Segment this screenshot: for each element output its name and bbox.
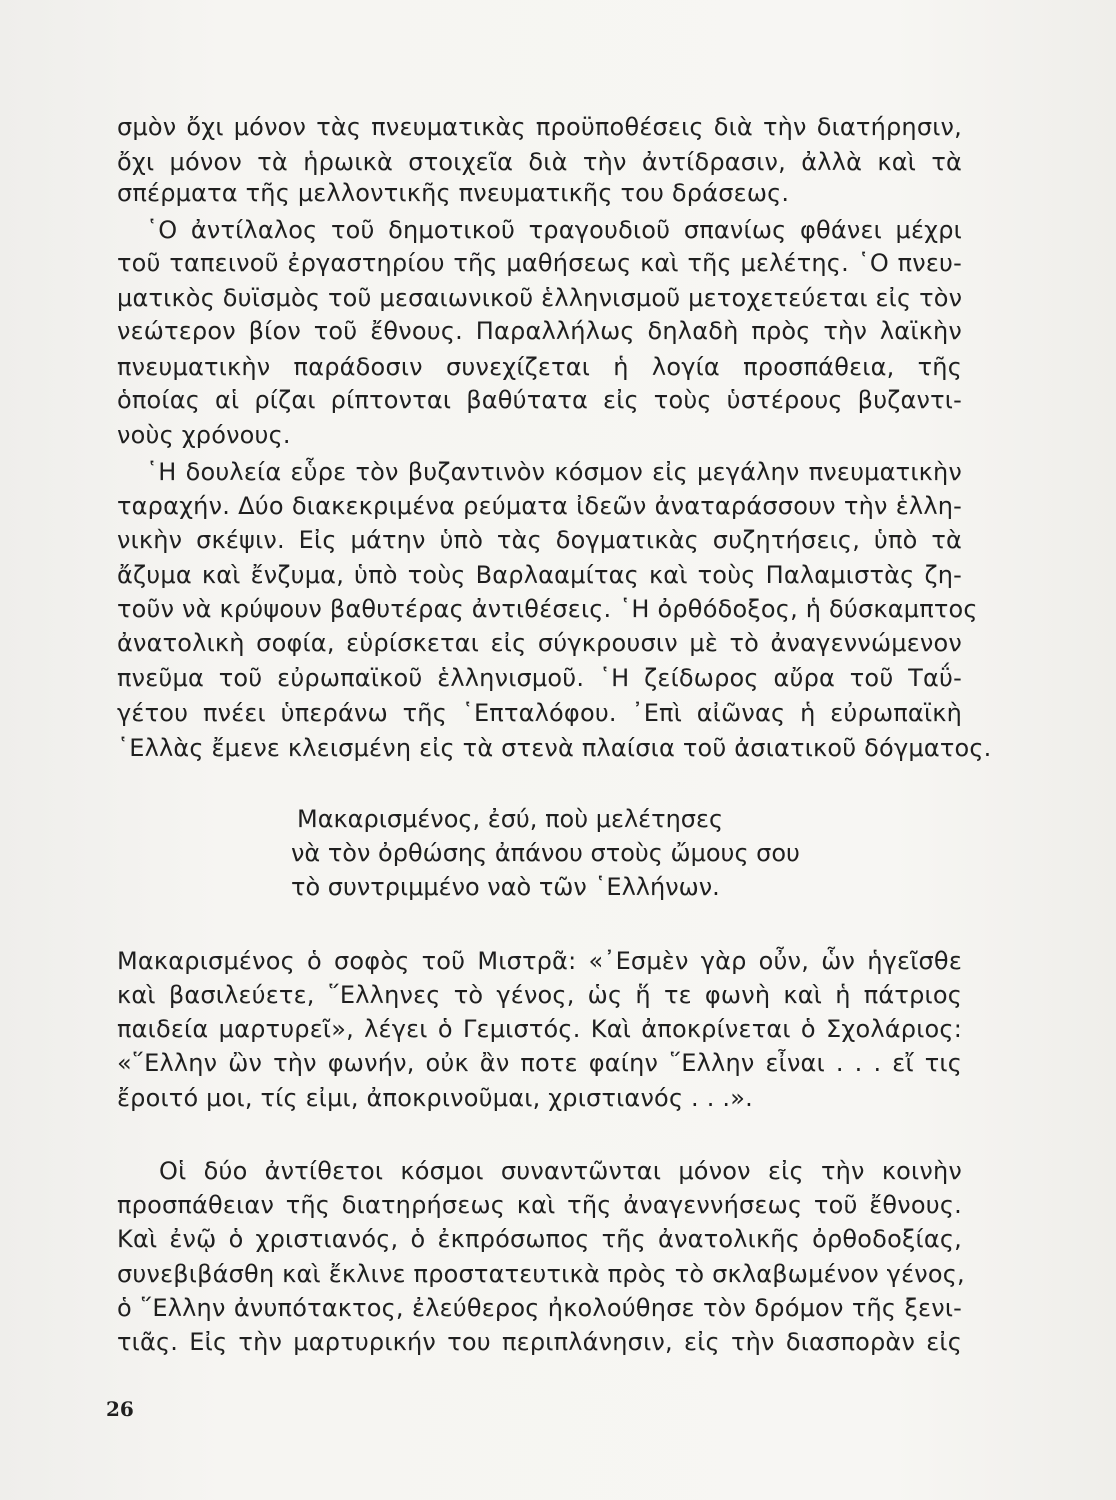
text-line: τοῦ ταπεινοῦ ἐργαστηρίου τῆς μαθήσεως καὶ τῆς μελέτης. ῾Ο πνευ- xyxy=(117,249,962,277)
text-line: καὶ βασιλεύετε, ῞Ελληνες τὸ γένος, ὡς ἥ τε φωνὴ καὶ ἡ πάτριος xyxy=(117,981,962,1009)
text-line: νεώτερον βίον τοῦ ἔθνους. Παραλλήλως δηλαδὴ πρὸς τὴν λαϊκὴν xyxy=(117,317,962,345)
page-number: 26 xyxy=(106,1397,134,1421)
poem-line: νὰ τὸν ὀρθώσης ἀπάνου στοὺς ὤμους σου xyxy=(291,839,800,867)
text-line: σπέρματα τῆς μελλοντικῆς πνευματικῆς του δράσεως. xyxy=(117,179,790,207)
text-line: Οἱ δύο ἀντίθετοι κόσμοι συναντῶνται μόνον εἰς τὴν κοινὴν xyxy=(159,1157,962,1185)
text-line: Καὶ ἐνῷ ὁ χριστιανός, ὁ ἐκπρόσωπος τῆς ἀνατολικῆς ὀρθοδοξίας, xyxy=(117,1225,962,1253)
poem-line: τὸ συντριμμένο ναὸ τῶν ῾Ελλήνων. xyxy=(291,873,720,901)
text-line: ὁ ῞Ελλην ἀνυπότακτος, ἐλεύθερος ἠκολούθησε τὸν δρόμον τῆς ξενι- xyxy=(117,1294,962,1322)
text-line: τοῦν νὰ κρύψουν βαθυτέρας ἀντιθέσεις. ῾Η ὀρθόδοξος, ἡ δύσκαμπτος xyxy=(117,595,978,623)
text-line: προσπάθειαν τῆς διατηρήσεως καὶ τῆς ἀναγεννήσεως τοῦ ἔθνους. xyxy=(117,1191,962,1219)
text-line: συνεβιβάσθη καὶ ἔκλινε προστατευτικὰ πρὸς τὸ σκλαβωμένον γένος, xyxy=(117,1260,965,1288)
text-line: νοὺς χρόνους. xyxy=(117,421,291,449)
text-line: παιδεία μαρτυρεῖ», λέγει ὁ Γεμιστός. Καὶ ἀποκρίνεται ὁ Σχολάριος: xyxy=(117,1015,962,1043)
text-line: ῾Ο ἀντίλαλος τοῦ δημοτικοῦ τραγουδιοῦ σπανίως φθάνει μέχρι xyxy=(146,216,962,244)
text-line: πνεῦμα τοῦ εὐρωπαϊκοῦ ἑλληνισμοῦ. ῾Η ζείδωρος αὔρα τοῦ Ταΰ- xyxy=(117,664,962,692)
text-line: ὁποίας αἱ ρίζαι ρίπτονται βαθύτατα εἰς τοὺς ὑστέρους βυζαντι- xyxy=(117,386,962,414)
text-line: ματικὸς δυϊσμὸς τοῦ μεσαιωνικοῦ ἑλληνισμοῦ μετοχετεύεται εἰς τὸν xyxy=(117,284,963,312)
text-line: ῾Η δουλεία εὗρε τὸν βυζαντινὸν κόσμον εἰς μεγάλην πνευματικὴν xyxy=(146,458,962,486)
text-line: νικὴν σκέψιν. Εἰς μάτην ὑπὸ τὰς δογματικὰς συζητήσεις, ὑπὸ τὰ xyxy=(117,526,962,554)
text-line: τιᾶς. Εἰς τὴν μαρτυρικήν του περιπλάνησιν, εἰς τὴν διασπορὰν εἰς xyxy=(117,1328,962,1356)
text-line: πνευματικὴν παράδοσιν συνεχίζεται ἡ λογία προσπάθεια, τῆς xyxy=(117,353,962,381)
text-line: σμὸν ὄχι μόνον τὰς πνευματικὰς προϋποθέσεις διὰ τὴν διατήρησιν, xyxy=(117,113,962,141)
text-line: ταραχήν. Δύο διακεκριμένα ρεύματα ἰδεῶν ἀναταράσσουν τὴν ἑλλη- xyxy=(117,492,962,520)
text-line: «῞Ελλην ὢν τὴν φωνήν, οὐκ ἂν ποτε φαίην ῞Ελλην εἶναι . . . εἴ τις xyxy=(117,1049,962,1077)
text-line: ῾Ελλὰς ἔμενε κλεισμένη εἰς τὰ στενὰ πλαίσια τοῦ ἀσιατικοῦ δόγματος. xyxy=(117,734,992,762)
text-line: ἔροιτό μοι, τίς εἰμι, ἀποκρινοῦμαι, χριστιανός . . .». xyxy=(117,1084,753,1112)
text-line: ἀνατολικὴ σοφία, εὑρίσκεται εἰς σύγκρουσιν μὲ τὸ ἀναγεννώμενον xyxy=(117,629,962,657)
poem-line: Μακαρισμένος, ἐσύ, ποὺ μελέτησες xyxy=(297,805,724,833)
text-line: ἄζυμα καὶ ἔνζυμα, ὑπὸ τοὺς Βαρλααμίτας καὶ τοὺς Παλαμιστὰς ζη- xyxy=(117,561,962,589)
text-line: γέτου πνέει ὑπεράνω τῆς ῾Επταλόφου. ᾿Επὶ αἰῶνας ἡ εὐρωπαϊκὴ xyxy=(117,699,962,727)
text-line: ὄχι μόνον τὰ ἡρωικὰ στοιχεῖα διὰ τὴν ἀντίδρασιν, ἀλλὰ καὶ τὰ xyxy=(117,148,962,176)
text-line: Μακαρισμένος ὁ σοφὸς τοῦ Μιστρᾶ: «᾿Εσμὲν γὰρ οὖν, ὧν ἡγεῖσθε xyxy=(117,947,962,975)
